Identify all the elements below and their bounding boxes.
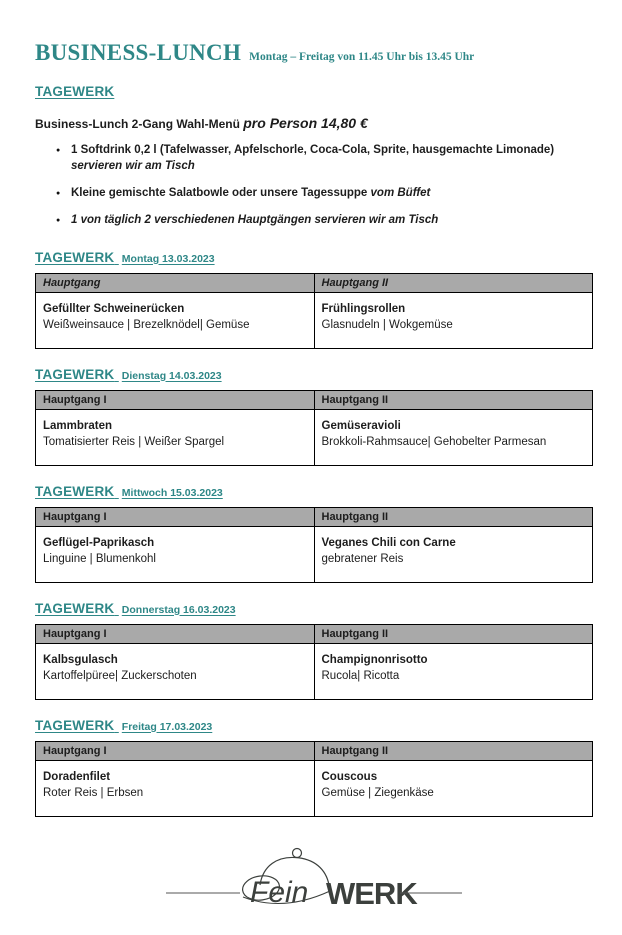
list-item xyxy=(56,143,593,175)
day-heading-wednesday xyxy=(35,483,593,501)
logo-script-text: Fein xyxy=(250,875,309,909)
dish-cell xyxy=(36,409,315,465)
menu-table-wednesday xyxy=(35,507,593,583)
day-heading-friday xyxy=(35,717,593,735)
dish-sides: Tomatisierter Reis | Weißer Spargel xyxy=(43,436,225,449)
table-row xyxy=(36,760,593,816)
dish-sides: Kartoffelpüree| Zuckerschoten xyxy=(43,670,197,683)
dish-title: Frühlingsrollen xyxy=(321,302,406,315)
dish-cell xyxy=(36,643,315,699)
bullet-italic-text: servieren wir am Tisch xyxy=(71,159,195,172)
feinwerk-logo-graphic xyxy=(164,847,464,935)
table-row xyxy=(36,292,593,348)
dish-sides: gebratener Reis xyxy=(321,553,404,566)
day-section-thursday xyxy=(35,600,593,700)
dish-cell xyxy=(36,760,315,816)
bullet-icon: ● xyxy=(56,147,61,154)
logo-block-text: WERK xyxy=(326,875,417,911)
day-section-wednesday xyxy=(35,483,593,583)
dish-cell xyxy=(314,526,593,582)
bullet-bold-text: 1 Softdrink 0,2 l (Tafelwasser, Apfelschorle, Coca-Cola, Sprite, hausgemachte Limonade) xyxy=(71,144,555,156)
menu-table-thursday xyxy=(35,624,593,700)
bullet-icon: ● xyxy=(56,189,61,197)
dish-cell xyxy=(36,526,315,582)
tagewerk-heading-label: TAGEWERK xyxy=(35,84,115,99)
dish-cell xyxy=(314,292,593,348)
dish-sides: Gemüse | Ziegenkäse xyxy=(321,787,434,800)
day-heading-label: TAGEWERK xyxy=(35,249,115,265)
bullet-italic-text: vom Büffet xyxy=(370,186,431,199)
dish-title: Champignonrisotto xyxy=(321,653,428,666)
offer-line xyxy=(35,115,593,131)
dish-cell xyxy=(314,760,593,816)
table-row xyxy=(36,526,593,582)
bullet-icon: ● xyxy=(56,216,61,224)
dish-sides: Roter Reis | Erbsen xyxy=(43,787,144,800)
column-header-hauptgang-2: Hauptgang II xyxy=(314,624,593,643)
dish-cell xyxy=(314,409,593,465)
day-heading-tuesday xyxy=(35,366,593,384)
offer-bullet-list xyxy=(35,143,593,229)
day-section-monday xyxy=(35,249,593,349)
day-heading-monday xyxy=(35,249,593,267)
menu-table-monday xyxy=(35,273,593,349)
day-heading-date: Dienstag 14.03.2023 xyxy=(121,369,222,382)
bullet-text xyxy=(71,186,430,202)
column-header-hauptgang-1: Hauptgang I xyxy=(36,624,315,643)
dish-sides: Weißweinsauce | Brezelknödel| Gemüse xyxy=(43,319,250,332)
day-heading-label: TAGEWERK xyxy=(35,600,115,616)
bullet-text xyxy=(71,143,554,175)
dish-title: Kalbsgulasch xyxy=(43,653,118,666)
dish-sides: Brokkoli-Rahmsauce| Gehobelter Parmesan xyxy=(321,436,547,449)
list-item xyxy=(56,186,593,202)
day-heading-label: TAGEWERK xyxy=(35,483,115,499)
day-heading-label: TAGEWERK xyxy=(35,366,115,382)
dish-cell xyxy=(36,292,315,348)
column-header-hauptgang-2: Hauptgang II xyxy=(314,390,593,409)
dish-sides: Rucola| Ricotta xyxy=(321,670,400,683)
page-subtitle: Montag – Freitag von 11.45 Uhr bis 13.45 Uhr xyxy=(249,51,475,63)
dish-title: Veganes Chili con Carne xyxy=(321,536,456,549)
day-heading-date: Freitag 17.03.2023 xyxy=(121,720,213,733)
day-heading-date: Mittwoch 15.03.2023 xyxy=(121,486,223,499)
column-header-hauptgang-1: Hauptgang I xyxy=(36,390,315,409)
dish-title: Doradenfilet xyxy=(43,770,111,783)
column-header-hauptgang-2: Hauptgang II xyxy=(314,741,593,760)
offer-price: pro Person 14,80 € xyxy=(243,115,368,131)
day-heading-label: TAGEWERK xyxy=(35,717,115,733)
dish-sides: Linguine | Blumenkohl xyxy=(43,553,156,566)
table-row xyxy=(36,409,593,465)
day-section-tuesday xyxy=(35,366,593,466)
offer-text: Business-Lunch 2-Gang Wahl-Menü xyxy=(35,117,240,131)
column-header-hauptgang-2: Hauptgang II xyxy=(314,273,593,292)
dish-title: Gefüllter Schweinerücken xyxy=(43,302,185,315)
page-title: BUSINESS-LUNCH xyxy=(35,40,242,65)
dish-cell xyxy=(314,643,593,699)
feinwerk-logo xyxy=(35,847,593,935)
day-heading-date: Donnerstag 16.03.2023 xyxy=(121,603,236,616)
dish-sides: Glasnudeln | Wokgemüse xyxy=(321,319,453,332)
bullet-text xyxy=(71,213,438,229)
day-heading-date: Montag 13.03.2023 xyxy=(121,252,215,265)
dish-title: Couscous xyxy=(321,770,378,783)
table-row xyxy=(36,643,593,699)
tagewerk-heading xyxy=(35,83,593,101)
dish-title: Geflügel-Paprikasch xyxy=(43,536,155,549)
column-header-hauptgang-1: Hauptgang I xyxy=(36,741,315,760)
dish-title: Gemüseravioli xyxy=(321,419,401,432)
menu-table-friday xyxy=(35,741,593,817)
column-header-hauptgang-1: Hauptgang xyxy=(36,273,315,292)
menu-table-tuesday xyxy=(35,390,593,466)
header xyxy=(35,40,593,66)
bullet-italic-text: 1 von täglich 2 verschiedenen Hauptgängen servieren wir am Tisch xyxy=(71,213,439,226)
day-section-friday xyxy=(35,717,593,817)
bullet-bold-text: Kleine gemischte Salatbowle oder unsere Tagessuppe xyxy=(71,186,368,199)
day-heading-thursday xyxy=(35,600,593,618)
column-header-hauptgang-1: Hauptgang I xyxy=(36,507,315,526)
column-header-hauptgang-2: Hauptgang II xyxy=(314,507,593,526)
dish-title: Lammbraten xyxy=(43,419,113,432)
list-item xyxy=(56,213,593,229)
